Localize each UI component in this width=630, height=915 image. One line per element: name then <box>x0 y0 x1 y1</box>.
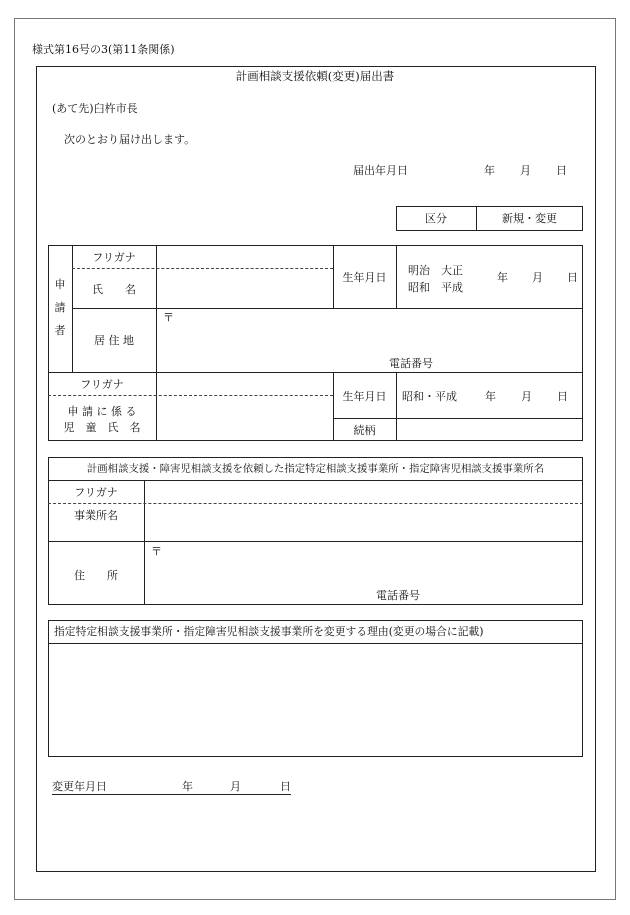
change-date-year-unit: 年 <box>182 780 193 793</box>
reason-box <box>48 620 583 757</box>
intro-text: 次のとおり届け出します。 <box>64 133 196 146</box>
submit-date-label: 届出年月日 <box>353 164 408 177</box>
submit-month-unit: 月 <box>520 164 531 177</box>
child-birth-label: 生年月日 <box>342 390 387 403</box>
office-furigana-label: フリガナ <box>74 486 118 499</box>
applicant-postal-mark: 〒 <box>163 311 174 324</box>
child-relation-label: 続柄 <box>353 424 376 437</box>
applicant-furigana-label: フリガナ <box>92 251 136 264</box>
office-header: 計画相談支援・障害児相談支援を依頼した指定特定相談支援事業所・指定障害児相談支援事業所名 <box>86 463 545 475</box>
child-name-label-2: 児 童 氏 名 <box>63 421 141 434</box>
change-date-label: 変更年月日 <box>52 780 107 793</box>
reason-header: 指定特定相談支援事業所・指定障害児相談支援事業所を変更する理由(変更の場合に記載) <box>54 625 484 638</box>
child-birth-month-unit: 月 <box>521 390 532 403</box>
form-number: 様式第16号の3(第11条関係) <box>32 43 175 56</box>
child-era: 昭和・平成 <box>402 390 457 403</box>
child-name-label-1: 申 請 に 係 る <box>67 405 137 418</box>
change-date-month-unit: 月 <box>230 780 241 793</box>
applicant-name-label: 氏 名 <box>92 283 136 296</box>
applicant-birth-label: 生年月日 <box>342 271 387 284</box>
change-date-underline <box>52 794 291 795</box>
child-furigana-label: フリガナ <box>80 378 124 391</box>
applicant-side-label-2: 請 <box>54 301 66 314</box>
applicant-side-label-1: 申 <box>54 278 66 291</box>
child-birth-year-unit: 年 <box>485 390 496 403</box>
classification-value: 新規・変更 <box>502 212 557 225</box>
office-postal-mark: 〒 <box>151 545 162 558</box>
form-title: 計画相談支援依頼(変更)届出書 <box>235 69 395 83</box>
applicant-era-line2: 昭和 平成 <box>408 281 463 294</box>
child-birth-day-unit: 日 <box>557 390 568 403</box>
change-date-day-unit: 日 <box>280 780 291 793</box>
submit-year-unit: 年 <box>484 164 495 177</box>
applicant-birth-day-unit: 日 <box>567 271 578 284</box>
office-address-label: 住 所 <box>74 569 118 582</box>
classification-label: 区分 <box>425 212 447 225</box>
applicant-phone-label: 電話番号 <box>389 357 433 370</box>
applicant-era-line1: 明治 大正 <box>408 264 463 277</box>
applicant-side-label-3: 者 <box>54 324 66 337</box>
applicant-address-label: 居 住 地 <box>94 334 134 347</box>
office-name-label: 事業所名 <box>74 509 118 522</box>
addressee: (あて先)臼杵市長 <box>52 102 138 115</box>
applicant-birth-month-unit: 月 <box>532 271 543 284</box>
office-phone-label: 電話番号 <box>376 589 420 602</box>
applicant-birth-year-unit: 年 <box>497 271 508 284</box>
submit-day-unit: 日 <box>556 164 567 177</box>
